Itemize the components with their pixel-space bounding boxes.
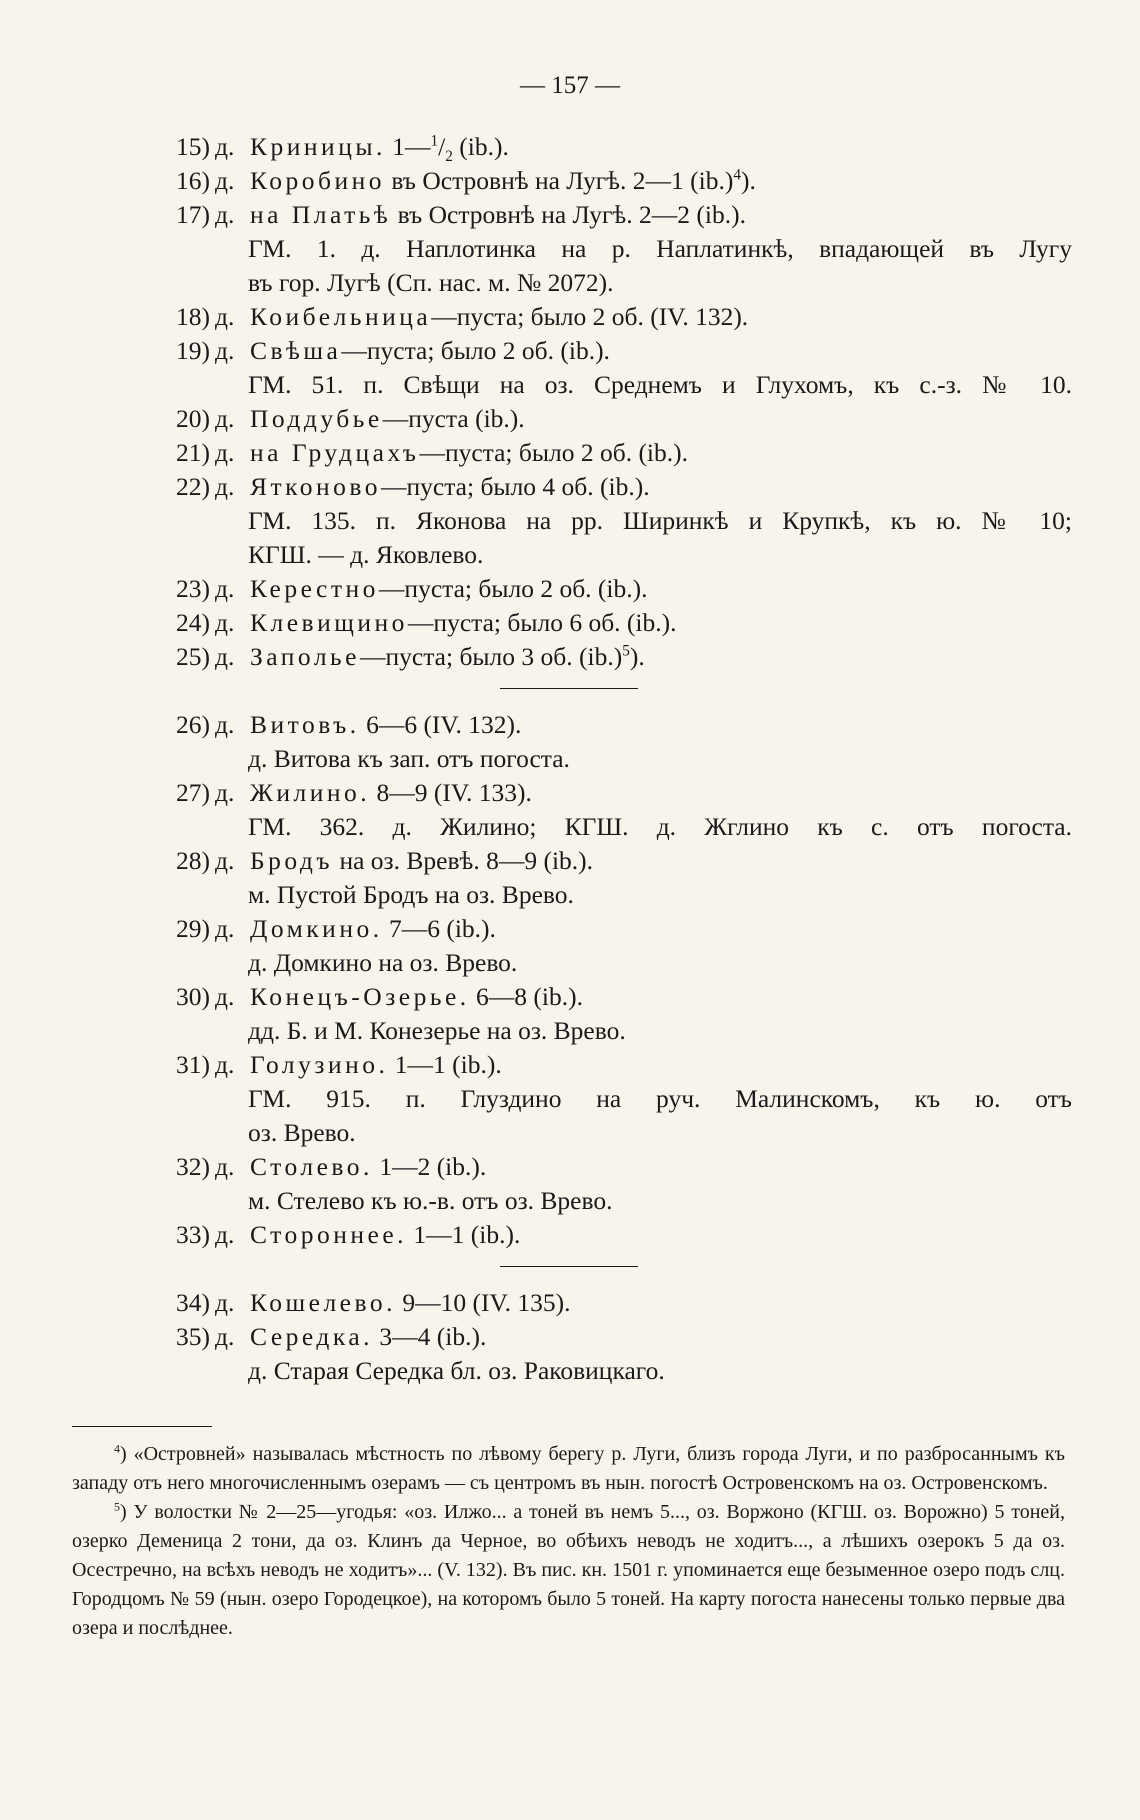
entry-prefix: д. bbox=[215, 778, 235, 807]
entry-number: 25) bbox=[176, 642, 210, 671]
entry-text bbox=[250, 980, 583, 1014]
entry-detail: —пуста; было 2 об. (ib.). bbox=[378, 574, 648, 603]
entry-detail: —пуста; было 2 об. (ib.). bbox=[341, 336, 610, 365]
entry-text bbox=[250, 1048, 502, 1082]
continuation-line bbox=[0, 232, 1140, 266]
continuation-line bbox=[0, 742, 1140, 776]
entry-number: 31) bbox=[176, 1050, 210, 1079]
entry-number: 33) bbox=[176, 1220, 210, 1249]
continuation-line bbox=[0, 504, 1140, 538]
continuation-line bbox=[0, 810, 1140, 844]
entry-detail: 7—6 (ib.). bbox=[382, 914, 496, 943]
page-number: — 157 — bbox=[520, 72, 620, 99]
entry-number: 19) bbox=[176, 336, 210, 365]
entry-detail: 1—2 (ib.). bbox=[372, 1152, 487, 1181]
place-name: Керестно bbox=[250, 574, 379, 603]
continuation-text: оз. Врево. bbox=[248, 1118, 356, 1147]
list-item bbox=[0, 1048, 1140, 1082]
entry-detail: 3—4 (ib.). bbox=[373, 1322, 487, 1351]
place-name: Жилино. bbox=[250, 778, 371, 807]
entry-detail: ). bbox=[629, 642, 645, 671]
footnote-ref[interactable]: 4 bbox=[733, 166, 741, 184]
entry-number: 34) bbox=[176, 1288, 210, 1317]
place-name: Витовъ. bbox=[250, 710, 360, 739]
entry-prefix: д. bbox=[215, 132, 235, 161]
entry-detail: 9—10 (IV. 135). bbox=[395, 1288, 571, 1317]
entry-detail: 1—1 (ib.). bbox=[388, 1050, 502, 1079]
list-item bbox=[0, 572, 1140, 606]
entry-prefix: д. bbox=[215, 166, 235, 195]
continuation-text: въ гор. Лугѣ (Сп. нас. м. № 2072). bbox=[248, 268, 614, 297]
list-item bbox=[0, 708, 1140, 742]
continuation-line bbox=[0, 1116, 1140, 1150]
entry-detail: на оз. Вревѣ. 8—9 (ib.). bbox=[333, 846, 594, 875]
entry-text bbox=[250, 776, 532, 810]
continuation-text: КГШ. — д. Яковлево. bbox=[248, 540, 484, 569]
entry-text bbox=[250, 470, 650, 504]
list-item bbox=[0, 1286, 1140, 1320]
list-item bbox=[0, 1218, 1140, 1252]
entry-number: 35) bbox=[176, 1322, 210, 1351]
continuation-text: ГМ. 135. п. Яконова на рр. Ширинкѣ и Крупкѣ, къ ю. № 10; bbox=[248, 506, 1072, 535]
entry-number: 29) bbox=[176, 914, 210, 943]
fraction-denominator: 2 bbox=[445, 148, 453, 166]
entry-detail: —пуста; было 3 об. (ib.) bbox=[360, 642, 623, 671]
place-name: Поддубье bbox=[250, 404, 383, 433]
place-name: Криницы. bbox=[250, 132, 386, 161]
entry-number: 23) bbox=[176, 574, 210, 603]
list-item bbox=[0, 1320, 1140, 1354]
entry-prefix: д. bbox=[215, 642, 235, 671]
place-name: Голузино. bbox=[250, 1050, 389, 1079]
place-name: на Грудцахъ bbox=[250, 438, 420, 467]
list-item bbox=[0, 912, 1140, 946]
entry-text bbox=[250, 912, 496, 946]
entry-detail: —пуста (ib.). bbox=[382, 404, 525, 433]
entry-prefix: д. bbox=[215, 710, 235, 739]
entry-prefix: д. bbox=[215, 438, 235, 467]
continuation-text: ГМ. 362. д. Жилино; КГШ. д. Жглино къ с. отъ погоста. bbox=[248, 812, 1072, 841]
place-name: Середка. bbox=[250, 1322, 374, 1351]
continuation-text: дд. Б. и М. Конезерье на оз. Врево. bbox=[248, 1016, 626, 1045]
footnote-4 bbox=[72, 1440, 1065, 1498]
continuation-text: д. Витова къ зап. отъ погоста. bbox=[248, 744, 570, 773]
entry-prefix: д. bbox=[215, 1322, 235, 1351]
entry-number: 17) bbox=[176, 200, 210, 229]
place-name: Коробино bbox=[250, 166, 386, 195]
entry-detail: 1—1 (ib.). bbox=[407, 1220, 521, 1249]
entry-detail: —пуста; было 6 об. (ib.). bbox=[407, 608, 677, 637]
entry-prefix: д. bbox=[215, 846, 235, 875]
entry-text bbox=[250, 708, 521, 742]
entry-detail: 1— bbox=[385, 132, 431, 161]
entry-detail: —пуста; было 2 об. (IV. 132). bbox=[431, 302, 749, 331]
entry-number: 32) bbox=[176, 1152, 210, 1181]
footnote-5 bbox=[72, 1498, 1065, 1643]
entry-detail: —пуста; было 4 об. (ib.). bbox=[381, 472, 650, 501]
list-item bbox=[0, 1150, 1140, 1184]
place-name: Конецъ-Озерье. bbox=[250, 982, 470, 1011]
list-item bbox=[0, 470, 1140, 504]
list-item bbox=[0, 300, 1140, 334]
entry-prefix: д. bbox=[215, 914, 235, 943]
place-name: Коибельница bbox=[250, 302, 432, 331]
entry-text bbox=[250, 1286, 570, 1320]
entry-number: 26) bbox=[176, 710, 210, 739]
place-name: Клевищино bbox=[250, 608, 408, 637]
place-name: Ятконово bbox=[250, 472, 382, 501]
place-name: Кошелево. bbox=[250, 1288, 396, 1317]
entry-text bbox=[250, 1320, 486, 1354]
entry-number: 22) bbox=[176, 472, 210, 501]
continuation-line bbox=[0, 538, 1140, 572]
list-item bbox=[0, 606, 1140, 640]
entry-text bbox=[250, 640, 645, 674]
list-item bbox=[0, 980, 1140, 1014]
fraction-numerator: 1 bbox=[430, 132, 439, 150]
entry-list bbox=[0, 130, 1140, 1388]
continuation-text: м. Стелево къ ю.-в. отъ оз. Врево. bbox=[248, 1186, 613, 1215]
entry-number: 24) bbox=[176, 608, 210, 637]
place-name: Заполье bbox=[250, 642, 360, 671]
entry-number: 15) bbox=[176, 132, 210, 161]
place-name: Домкино. bbox=[250, 914, 383, 943]
place-name: Столево. bbox=[250, 1152, 373, 1181]
list-item bbox=[0, 164, 1140, 198]
entry-prefix: д. bbox=[215, 472, 235, 501]
footnote-text: ) «Островней» называлась мѣстность по лѣвому берегу р. Луги, близъ города Луги, и по разбросаннымъ къ западу отъ него многочисленнымъ озерамъ — съ центромъ въ нын. погостѣ Островенскомъ на оз. Островенскомъ. bbox=[72, 1443, 1065, 1494]
place-name: Свѣша bbox=[250, 336, 342, 365]
entry-prefix: д. bbox=[215, 982, 235, 1011]
entry-text bbox=[250, 402, 525, 436]
continuation-text: м. Пустой Бродъ на оз. Врево. bbox=[248, 880, 574, 909]
entry-text bbox=[250, 300, 748, 334]
entry-detail: 8—9 (IV. 133). bbox=[370, 778, 532, 807]
continuation-line bbox=[0, 1082, 1140, 1116]
section-divider bbox=[0, 1252, 1140, 1286]
continuation-line bbox=[0, 878, 1140, 912]
continuation-text: д. Старая Середка бл. оз. Раковицкаго. bbox=[248, 1356, 665, 1385]
entry-prefix: д. bbox=[215, 1288, 235, 1317]
entry-text bbox=[250, 1150, 486, 1184]
continuation-line bbox=[0, 946, 1140, 980]
place-name: на Платьѣ bbox=[250, 200, 392, 229]
continuation-line bbox=[0, 1354, 1140, 1388]
entry-text bbox=[250, 572, 648, 606]
entry-number: 20) bbox=[176, 404, 210, 433]
continuation-text: ГМ. 1. д. Наплотинка на р. Наплатинкѣ, впадающей въ Лугу bbox=[248, 234, 1072, 263]
entry-prefix: д. bbox=[215, 302, 235, 331]
entry-text bbox=[250, 334, 610, 368]
footnote-ref[interactable]: 5 bbox=[622, 642, 630, 660]
list-item bbox=[0, 402, 1140, 436]
continuation-text: ГМ. 51. п. Свѣщи на оз. Среднемъ и Глухомъ, къ с.-з. № 10. bbox=[248, 370, 1072, 399]
entry-prefix: д. bbox=[215, 404, 235, 433]
footnote-mark: 4 bbox=[114, 1441, 120, 1456]
entry-text bbox=[250, 198, 746, 232]
entry-detail: —пуста; было 2 об. (ib.). bbox=[419, 438, 689, 467]
entry-detail: 6—6 (IV. 132). bbox=[359, 710, 522, 739]
entry-detail: въ Островнѣ на Лугѣ. 2—1 (ib.) bbox=[385, 166, 734, 195]
footnotes bbox=[72, 1440, 1065, 1643]
continuation-line bbox=[0, 368, 1140, 402]
footnote-mark: 5 bbox=[114, 1499, 120, 1514]
footnote-divider bbox=[72, 1426, 212, 1427]
continuation-line bbox=[0, 1184, 1140, 1218]
entry-prefix: д. bbox=[215, 336, 235, 365]
entry-text bbox=[250, 606, 677, 640]
entry-prefix: д. bbox=[215, 1050, 235, 1079]
list-item bbox=[0, 130, 1140, 164]
footnote-text: ) У волостки № 2—25—угодья: «оз. Илжо... а тоней въ немъ 5..., оз. Воржоно (КГШ. оз. Ворожно) 5 тоней, озерко Деменица 2 тони, да оз. Клинъ да Черное, во обѣихъ неводъ не ходитъ..., а лѣшихъ озерокъ 5 да оз. Осестречно, на всѣхъ неводъ не ходитъ»... (V. 132). Въ пис. кн. 1501 г. упоминается еще безыменное озеро подъ слц. Городцомъ № 59 (нын. озеро Городецкое), на которомъ было 5 тоней. На карту погоста нанесены только первые два озера и послѣднее. bbox=[72, 1501, 1065, 1639]
entry-text bbox=[250, 844, 593, 878]
entry-detail: 6—8 (ib.). bbox=[469, 982, 583, 1011]
entry-number: 16) bbox=[176, 166, 210, 195]
entry-number: 18) bbox=[176, 302, 210, 331]
entry-prefix: д. bbox=[215, 1220, 235, 1249]
continuation-line bbox=[0, 1014, 1140, 1048]
entry-detail: въ Островнѣ на Лугѣ. 2—2 (ib.). bbox=[391, 200, 746, 229]
entry-prefix: д. bbox=[215, 574, 235, 603]
entry-number: 28) bbox=[176, 846, 210, 875]
entry-detail: (ib.). bbox=[452, 132, 509, 161]
list-item bbox=[0, 334, 1140, 368]
section-divider bbox=[0, 674, 1140, 708]
list-item bbox=[0, 436, 1140, 470]
continuation-text: д. Домкино на оз. Врево. bbox=[248, 948, 518, 977]
list-item bbox=[0, 198, 1140, 232]
entry-detail: ). bbox=[740, 166, 756, 195]
entry-number: 30) bbox=[176, 982, 210, 1011]
list-item bbox=[0, 776, 1140, 810]
list-item bbox=[0, 844, 1140, 878]
entry-text bbox=[250, 130, 509, 164]
continuation-line bbox=[0, 266, 1140, 300]
entry-prefix: д. bbox=[215, 608, 235, 637]
place-name: Бродъ bbox=[250, 846, 334, 875]
entry-prefix: д. bbox=[215, 1152, 235, 1181]
entry-number: 21) bbox=[176, 438, 210, 467]
entry-prefix: д. bbox=[215, 200, 235, 229]
entry-text bbox=[250, 164, 756, 198]
entry-text bbox=[250, 1218, 520, 1252]
list-item bbox=[0, 640, 1140, 674]
fraction-slash: / bbox=[438, 132, 446, 161]
place-name: Стороннее. bbox=[250, 1220, 408, 1249]
entry-text bbox=[250, 436, 688, 470]
entry-number: 27) bbox=[176, 778, 210, 807]
continuation-text: ГМ. 915. п. Глуздино на руч. Малинскомъ, къ ю. отъ bbox=[248, 1084, 1072, 1113]
